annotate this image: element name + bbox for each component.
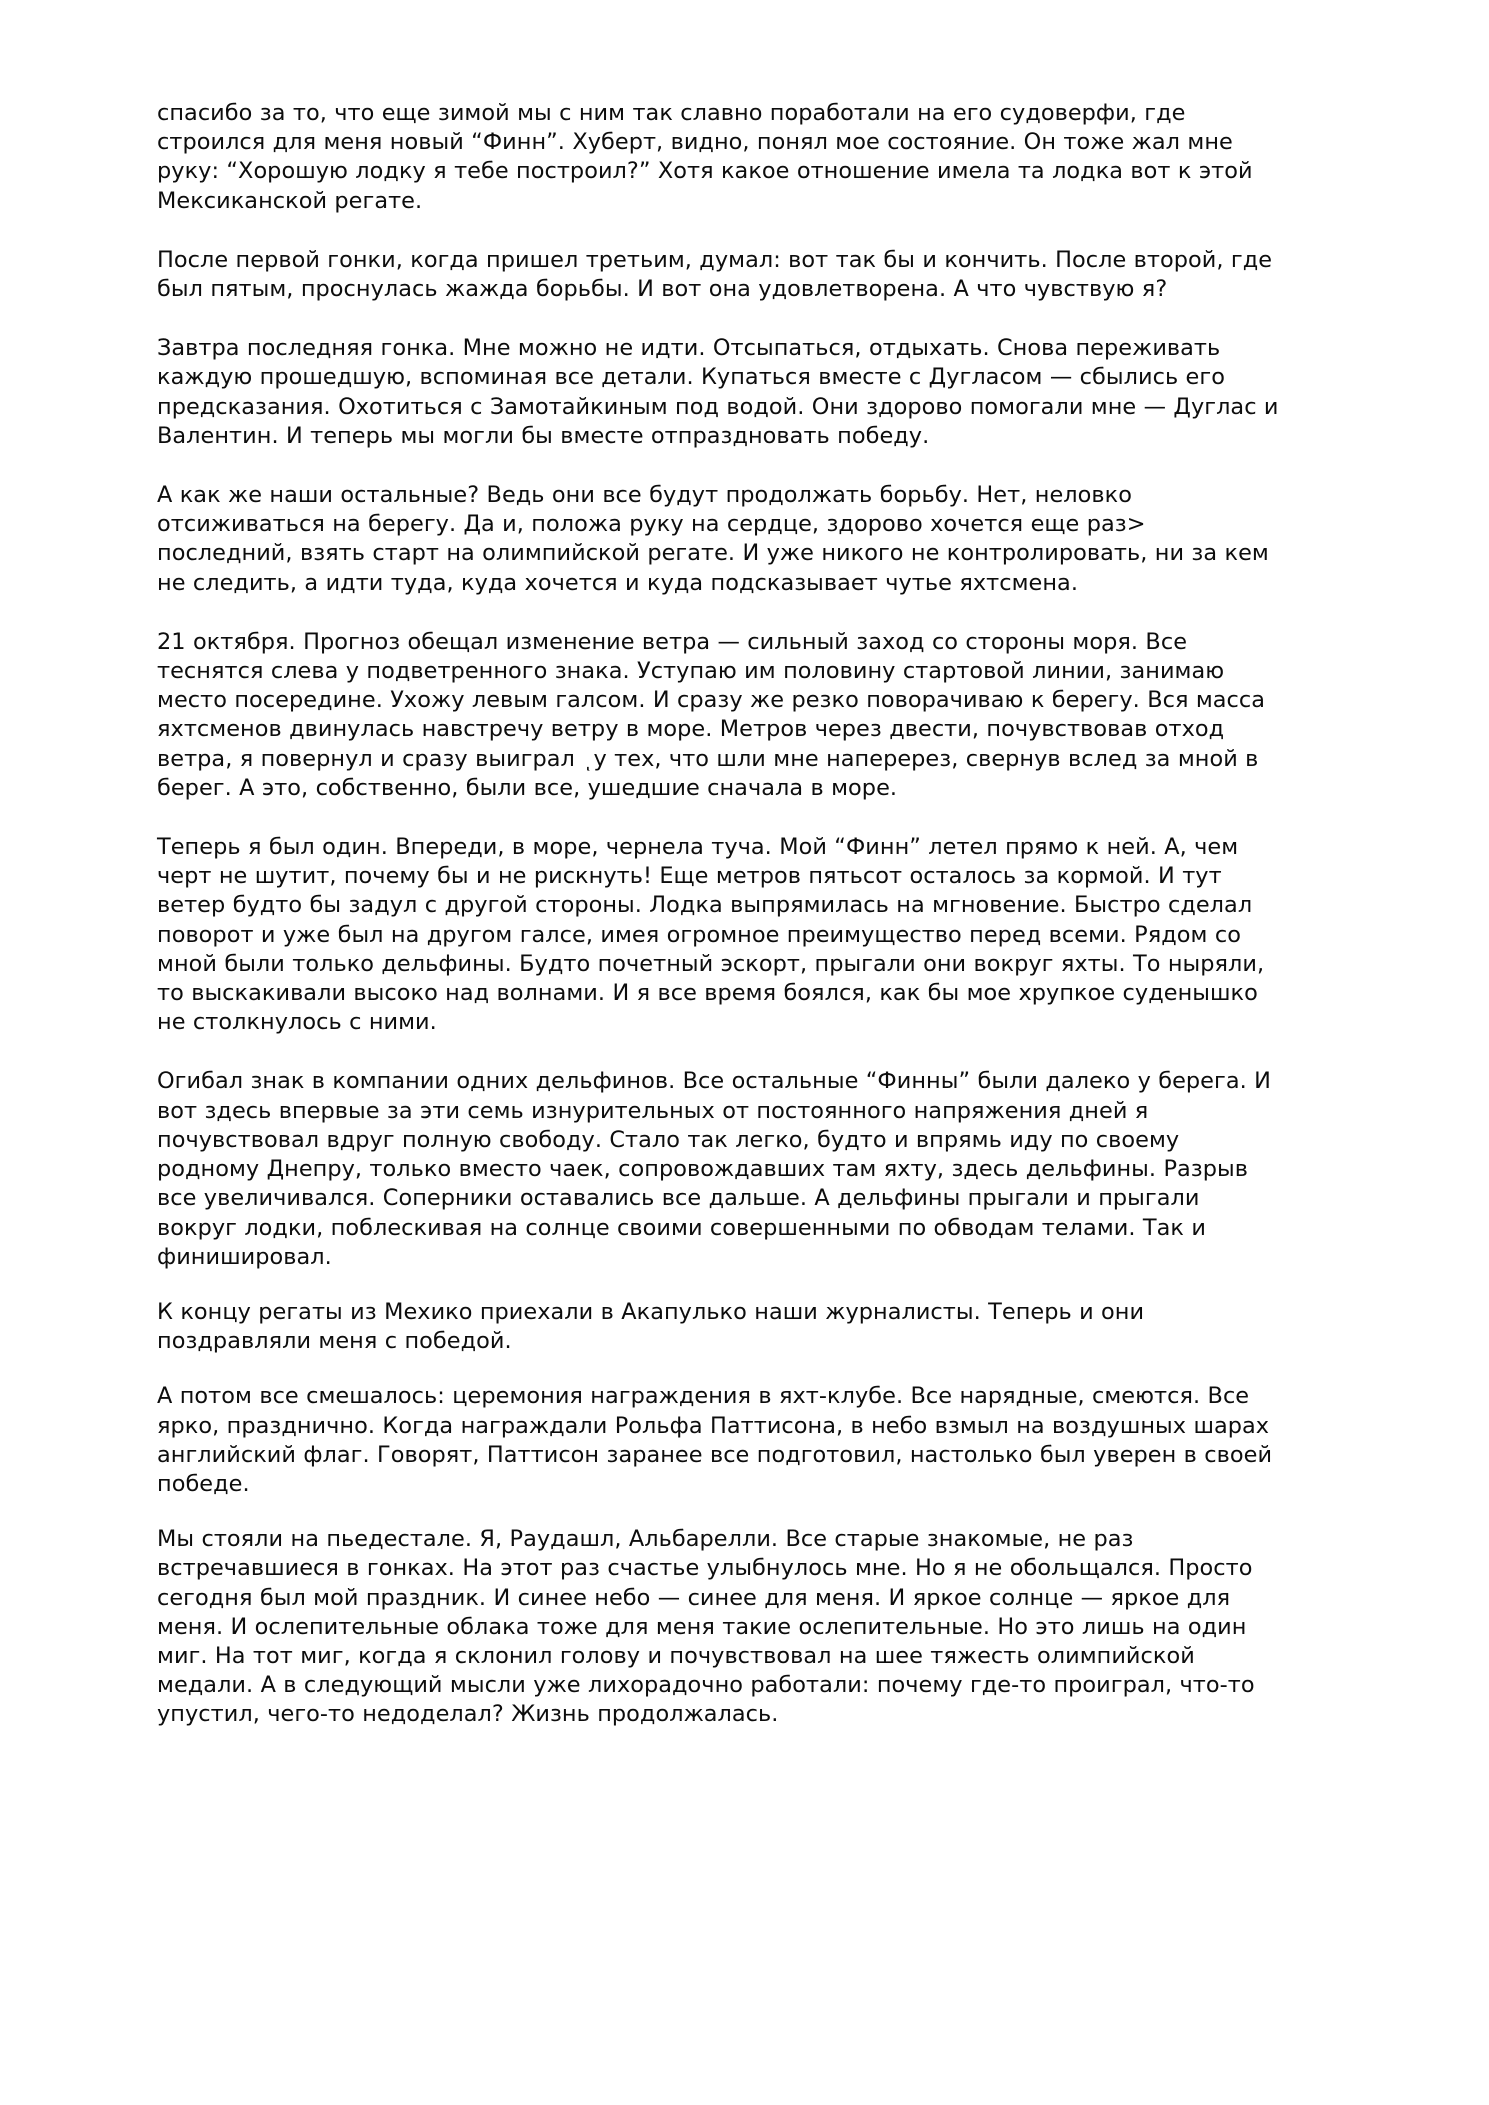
paragraph-2: После первой гонки, когда пришел третьим, думал: вот так бы и кончить. После второй, где был пятым, проснулась жажда борьбы. И вот она удовлетворена. А что чувствую я? xyxy=(157,246,1280,303)
paragraph-9: А потом все смешалось: церемония награждения в яхт-клубе. Все нарядные, смеются. Все ярко, празднично. Когда награждали Рольфа Паттисона, в небо взмыл на воздушных шарах английский флаг. Говорят, Паттисон заранее все подготовил, настолько был уверен в своей победе. xyxy=(157,1383,1280,1497)
paragraph-5-october-21: 21 октября. Прогноз обещал изменение ветра — сильный заход со стороны моря. Все теснятся слева у подветренного знака. Уступаю им половину стартовой линии, занимаю место посередине. Ухожу левым галсом. И сразу же резко поворачиваю к берегу. Вся масса яхтсменов двинулась навстречу ветру в море. Метров через двести, почувствовав отход ветра, я повернул и сразу выиграл ͺу тех, что шли мне наперерез, свернув вслед за мной в берег. А это, собственно, были все, ушедшие сначала в море. xyxy=(157,628,1273,801)
paragraph-6: Теперь я был один. Впереди, в море, чернела туча. Мой “Финн” летел прямо к ней. А, чем черт не шутит, почему бы и не рискнуть! Еще метров пятьсот осталось за кормой. И тут ветер будто бы задул с другой стороны. Лодка выпрямилась на мгновение. Быстро сделал поворот и уже был на другом галсе, имея огромное преимущество перед всеми. Рядом со мной были только дельфины. Будто почетный эскорт, прыгали они вокруг яхты. То ныряли, то выскакивали высоко над волнами. И я все время боялся, как бы мое хрупкое суденышко не столкнулось с ними. xyxy=(157,834,1272,1036)
paragraph-3: Завтра последняя гонка. Мне можно не идти. Отсыпаться, отдыхать. Снова переживать каждую прошедшую, вспоминая все детали. Купаться вместе с Дугласом — сбылись его предсказания. Охотиться с Замотайкиным под водой. Они здорово помогали мне — Дуглас и Валентин. И теперь мы могли бы вместе отпраздновать победу. xyxy=(157,335,1286,449)
paragraph-1: спасибо за то, что еще зимой мы с ним так славно поработали на его судоверфи, где строился для меня новый “Финн”. Хуберт, видно, понял мое состояние. Он тоже жал мне руку: “Хорошую лодку я тебе построил?” Хотя какое отношение имела та лодка вот к этой Мексиканской регате. xyxy=(157,100,1260,214)
body-text-column xyxy=(157,99,1286,1730)
paragraph-10: Мы стояли на пьедестале. Я, Раудашл, Альбарелли. Все старые знакомые, не раз встречавшиеся в гонках. На этот раз счастье улыбнулось мне. Но я не обольщался. Просто сегодня был мой праздник. И синее небо — синее для меня. И яркое солнце — яркое для меня. И ослепительные облака тоже для меня такие ослепительные. Но это лишь на один миг. На тот миг, когда я склонил голову и почувствовал на шее тяжесть олимпийской медали. А в следующий мысли уже лихорадочно работали: почему где-то проиграл, что-то упустил, чего-то недоделал? Жизнь продолжалась. xyxy=(157,1526,1262,1728)
paragraph-8: К концу регаты из Мехико приехали в Акапулько наши журналисты. Теперь и они поздравляли меня с победой. xyxy=(157,1298,1152,1355)
paragraph-4: А как же наши остальные? Ведь они все будут продолжать борьбу. Нет, неловко отсиживаться на берегу. Да и, положа руку на сердце, здорово хочется еще раз> последний, взять старт на олимпийской регате. И уже никого не контролировать, ни за кем не следить, а идти туда, куда хочется и куда подсказывает чутье яхтсмена. xyxy=(157,482,1277,596)
paragraph-7: Огибал знак в компании одних дельфинов. Все остальные “Финны” были далеко у берега. И вот здесь впервые за эти семь изнурительных от постоянного напряжения дней я почувствовал вдруг полную свободу. Стало так легко, будто и впрямь иду по своему родному Днепру, только вместо чаек, сопровождавших там яхту, здесь дельфины. Разрыв все увеличивался. Соперники оставались все дальше. А дельфины прыгали и прыгали вокруг лодки, поблескивая на солнце своими совершенными по обводам телами. Так и финишировал. xyxy=(157,1068,1279,1270)
